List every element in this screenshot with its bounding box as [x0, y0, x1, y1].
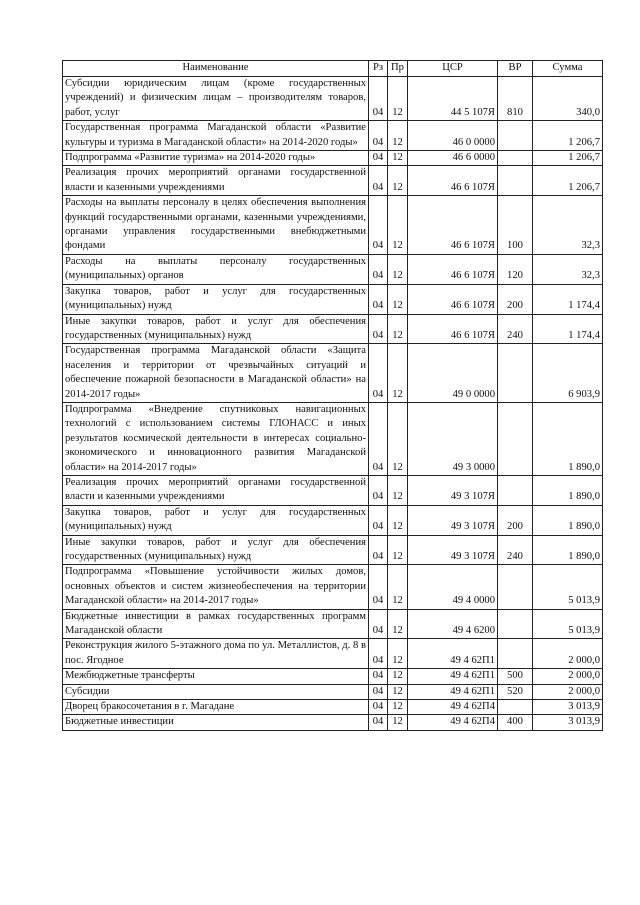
cell-vr [498, 151, 533, 166]
cell-name: Бюджетные инвестиции в рамках государственных программ Магаданской области [63, 609, 369, 639]
cell-name: Субсидии [63, 684, 369, 699]
cell-sum: 1 174,4 [533, 314, 603, 344]
table-row [63, 669, 603, 684]
cell-sum: 1 206,7 [533, 121, 603, 151]
cell-sum: 5 013,9 [533, 609, 603, 639]
cell-sum: 2 000,0 [533, 639, 603, 669]
cell-vr [498, 565, 533, 609]
cell-name: Расходы на выплаты персоналу в целях обеспечения выполнения функций государственными органами, казенными учреждениями, органами управления государственными внебюджетными фондами [63, 196, 369, 255]
cell-name: Дворец бракосочетания в г. Магадане [63, 700, 369, 715]
cell-rz: 04 [369, 166, 388, 196]
cell-vr: 240 [498, 535, 533, 565]
cell-rz: 04 [369, 402, 388, 475]
cell-csr: 49 0 0000 [408, 344, 498, 403]
cell-sum: 32,3 [533, 196, 603, 255]
cell-csr: 46 6 107Я [408, 314, 498, 344]
cell-rz: 04 [369, 121, 388, 151]
cell-vr: 500 [498, 669, 533, 684]
cell-rz: 04 [369, 151, 388, 166]
cell-name: Государственная программа Магаданской области «Защита населения и территории от чрезвычайных ситуаций и обеспечение пожарной безопасности в Магаданской области» на 2014-2017 годы» [63, 344, 369, 403]
cell-pr: 12 [388, 565, 408, 609]
cell-vr [498, 402, 533, 475]
cell-pr: 12 [388, 639, 408, 669]
table-row [63, 535, 603, 565]
cell-name: Закупка товаров, работ и услуг для государственных (муниципальных) нужд [63, 505, 369, 535]
cell-pr: 12 [388, 609, 408, 639]
cell-vr: 200 [498, 284, 533, 314]
cell-vr: 100 [498, 196, 533, 255]
table-header-row [63, 61, 603, 77]
cell-pr: 12 [388, 314, 408, 344]
cell-csr: 46 0 0000 [408, 121, 498, 151]
cell-pr: 12 [388, 284, 408, 314]
cell-sum: 1 890,0 [533, 475, 603, 505]
cell-vr: 520 [498, 684, 533, 699]
cell-pr: 12 [388, 700, 408, 715]
cell-sum: 2 000,0 [533, 684, 603, 699]
cell-sum: 340,0 [533, 77, 603, 121]
cell-rz: 04 [369, 715, 388, 730]
cell-vr [498, 121, 533, 151]
cell-name: Бюджетные инвестиции [63, 715, 369, 730]
table-row [63, 700, 603, 715]
cell-rz: 04 [369, 475, 388, 505]
cell-name: Государственная программа Магаданской области «Развитие культуры и туризма в Магаданской области» на 2014-2020 годы» [63, 121, 369, 151]
cell-name: Подпрограмма «Повышение устойчивости жилых домов, основных объектов и систем жизнеобеспечения на территории Магаданской области» на 2014-2017 годы» [63, 565, 369, 609]
cell-sum: 3 013,9 [533, 715, 603, 730]
cell-name: Межбюджетные трансферты [63, 669, 369, 684]
cell-sum: 1 174,4 [533, 284, 603, 314]
cell-sum: 1 890,0 [533, 535, 603, 565]
cell-pr: 12 [388, 475, 408, 505]
cell-pr: 12 [388, 715, 408, 730]
table-row [63, 475, 603, 505]
budget-table [62, 60, 603, 731]
table-row [63, 684, 603, 699]
cell-pr: 12 [388, 684, 408, 699]
cell-rz: 04 [369, 254, 388, 284]
cell-csr: 44 5 107Я [408, 77, 498, 121]
cell-vr: 200 [498, 505, 533, 535]
table-row [63, 715, 603, 730]
table-row [63, 166, 603, 196]
cell-csr: 46 6 107Я [408, 254, 498, 284]
cell-pr: 12 [388, 196, 408, 255]
cell-sum: 1 890,0 [533, 402, 603, 475]
table-row [63, 565, 603, 609]
cell-name: Иные закупки товаров, работ и услуг для обеспечения государственных (муниципальных) нужд [63, 314, 369, 344]
cell-vr: 120 [498, 254, 533, 284]
cell-csr: 46 6 0000 [408, 151, 498, 166]
cell-rz: 04 [369, 77, 388, 121]
cell-vr [498, 639, 533, 669]
cell-name: Подпрограмма «Внедрение спутниковых навигационных технологий с использованием системы ГЛОНАСС и иных результатов космической деятельности в интересах социально-экономического и инновационного развития Магаданской области» на 2014-2017 годы» [63, 402, 369, 475]
cell-csr: 46 6 107Я [408, 196, 498, 255]
cell-name: Закупка товаров, работ и услуг для государственных (муниципальных) нужд [63, 284, 369, 314]
cell-csr: 46 6 107Я [408, 166, 498, 196]
cell-csr: 49 4 62П4 [408, 715, 498, 730]
cell-vr: 810 [498, 77, 533, 121]
cell-rz: 04 [369, 700, 388, 715]
cell-pr: 12 [388, 254, 408, 284]
table-row [63, 151, 603, 166]
cell-pr: 12 [388, 535, 408, 565]
table-row [63, 402, 603, 475]
table-row [63, 344, 603, 403]
cell-rz: 04 [369, 284, 388, 314]
cell-csr: 49 4 0000 [408, 565, 498, 609]
table-row [63, 254, 603, 284]
cell-pr: 12 [388, 77, 408, 121]
header-csr: ЦСР [408, 61, 498, 77]
cell-name: Реконструкция жилого 5-этажного дома по ул. Металлистов, д. 8 в пос. Ягодное [63, 639, 369, 669]
header-sum: Сумма [533, 61, 603, 77]
table-row [63, 77, 603, 121]
cell-name: Реализация прочих мероприятий органами государственной власти и казенными учреждениями [63, 475, 369, 505]
cell-vr [498, 700, 533, 715]
cell-csr: 49 3 107Я [408, 475, 498, 505]
cell-vr: 400 [498, 715, 533, 730]
cell-name: Расходы на выплаты персоналу государственных (муниципальных) органов [63, 254, 369, 284]
table-row [63, 639, 603, 669]
cell-sum: 32,3 [533, 254, 603, 284]
cell-rz: 04 [369, 565, 388, 609]
table-row [63, 314, 603, 344]
cell-vr [498, 609, 533, 639]
cell-csr: 49 4 62П1 [408, 639, 498, 669]
cell-vr [498, 166, 533, 196]
cell-name: Подпрограмма «Развитие туризма» на 2014-2020 годы» [63, 151, 369, 166]
header-vr: ВР [498, 61, 533, 77]
table-row [63, 121, 603, 151]
table-row [63, 196, 603, 255]
cell-sum: 6 903,9 [533, 344, 603, 403]
cell-sum: 1 206,7 [533, 151, 603, 166]
cell-sum: 2 000,0 [533, 669, 603, 684]
cell-pr: 12 [388, 505, 408, 535]
table-body [63, 77, 603, 731]
cell-csr: 49 3 0000 [408, 402, 498, 475]
cell-sum: 3 013,9 [533, 700, 603, 715]
table-row [63, 609, 603, 639]
cell-rz: 04 [369, 314, 388, 344]
cell-sum: 1 890,0 [533, 505, 603, 535]
cell-pr: 12 [388, 151, 408, 166]
table-row [63, 284, 603, 314]
cell-csr: 49 3 107Я [408, 505, 498, 535]
cell-rz: 04 [369, 609, 388, 639]
cell-rz: 04 [369, 669, 388, 684]
cell-name: Иные закупки товаров, работ и услуг для обеспечения государственных (муниципальных) нужд [63, 535, 369, 565]
cell-sum: 5 013,9 [533, 565, 603, 609]
cell-csr: 49 3 107Я [408, 535, 498, 565]
cell-pr: 12 [388, 121, 408, 151]
cell-csr: 49 4 62П4 [408, 700, 498, 715]
cell-csr: 49 4 6200 [408, 609, 498, 639]
cell-rz: 04 [369, 639, 388, 669]
cell-rz: 04 [369, 344, 388, 403]
cell-pr: 12 [388, 344, 408, 403]
cell-csr: 49 4 62П1 [408, 684, 498, 699]
header-rz: Рз [369, 61, 388, 77]
header-pr: Пр [388, 61, 408, 77]
cell-rz: 04 [369, 505, 388, 535]
cell-pr: 12 [388, 166, 408, 196]
cell-vr [498, 344, 533, 403]
cell-rz: 04 [369, 535, 388, 565]
cell-pr: 12 [388, 669, 408, 684]
cell-name: Реализация прочих мероприятий органами государственной власти и казенными учреждениями [63, 166, 369, 196]
cell-csr: 49 4 62П1 [408, 669, 498, 684]
cell-csr: 46 6 107Я [408, 284, 498, 314]
cell-sum: 1 206,7 [533, 166, 603, 196]
cell-vr: 240 [498, 314, 533, 344]
header-name: Наименование [63, 61, 369, 77]
cell-vr [498, 475, 533, 505]
cell-rz: 04 [369, 196, 388, 255]
cell-name: Субсидии юридическим лицам (кроме государственных учреждений) и физическим лицам – производителям товаров, работ, услуг [63, 77, 369, 121]
cell-pr: 12 [388, 402, 408, 475]
table-row [63, 505, 603, 535]
cell-rz: 04 [369, 684, 388, 699]
